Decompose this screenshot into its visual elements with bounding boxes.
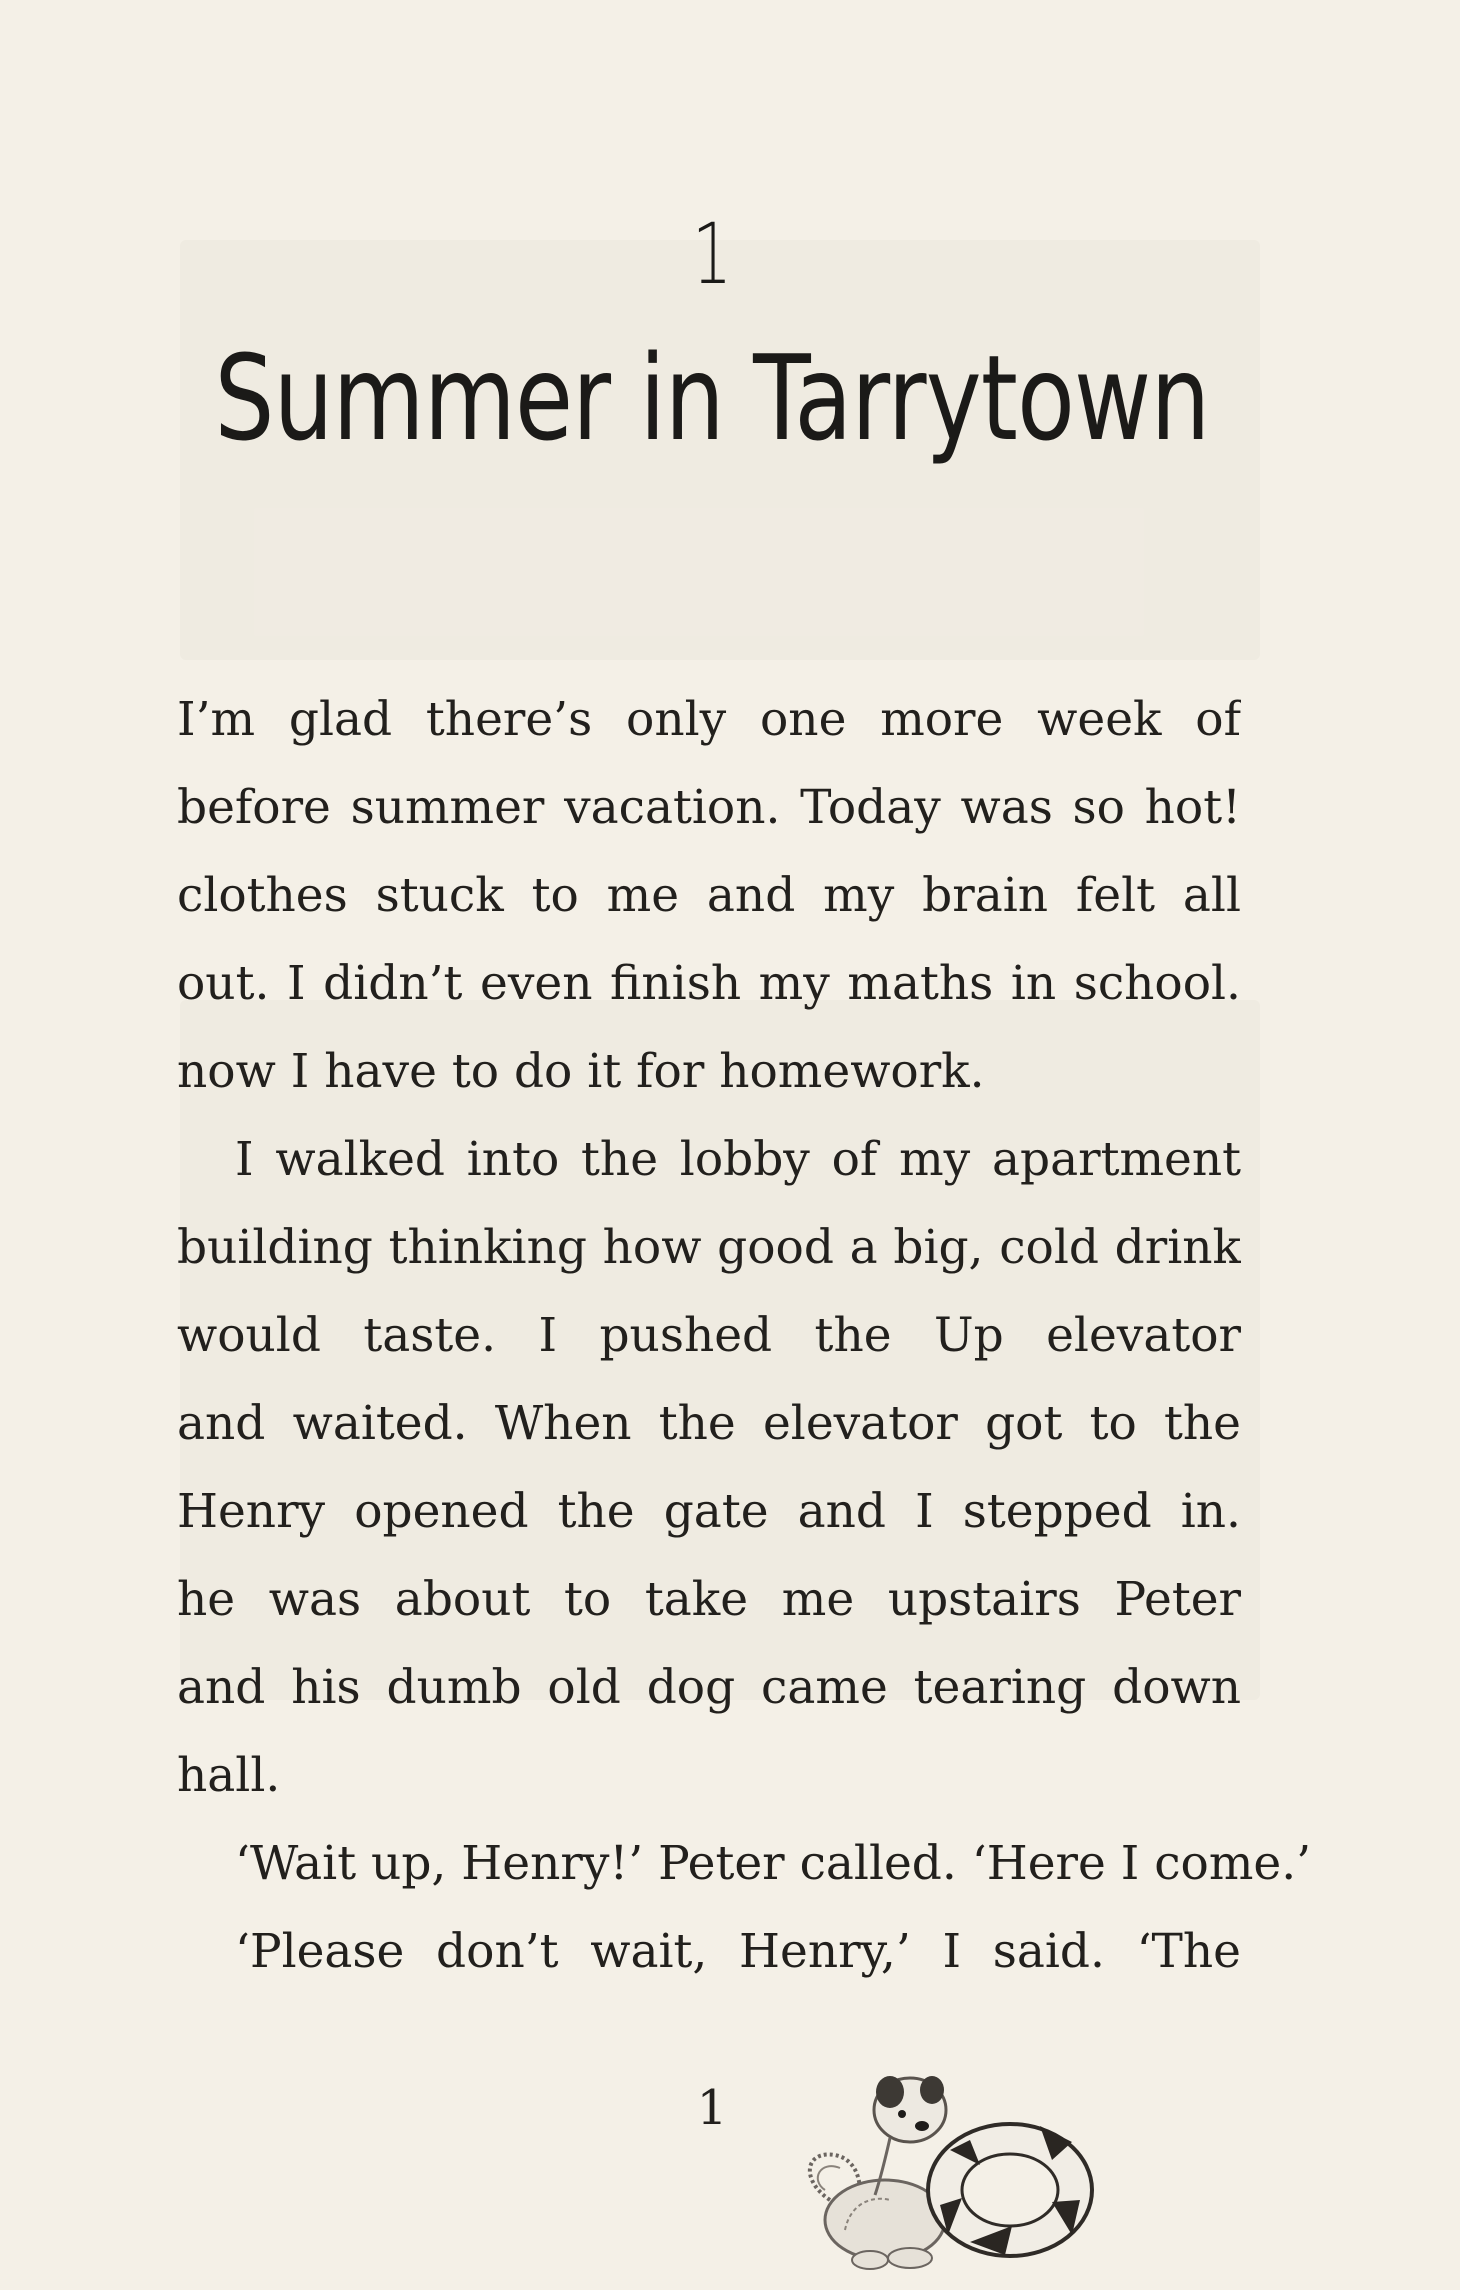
chapter-body-text — [177, 676, 1312, 1996]
body-line: before summer vacation. Today was so hot! — [177, 780, 1241, 835]
body-line: Henry opened the gate and I stepped in. — [177, 1484, 1241, 1539]
chapter-number: 1 — [691, 205, 733, 303]
body-line: building thinking how good a big, cold drink — [177, 1220, 1241, 1275]
body-line: he was about to take me upstairs Peter — [177, 1572, 1241, 1627]
body-line: would taste. I pushed the Up elevator — [177, 1308, 1241, 1363]
body-line: out. I didn’t even finish my maths in school. — [177, 956, 1241, 1011]
body-line: ‘Wait up, Henry!’ Peter called. ‘Here I come.’ — [235, 1836, 1312, 1891]
page-number: 1 — [696, 2080, 728, 2136]
body-line: clothes stuck to me and my brain felt all — [177, 868, 1241, 923]
body-line: and his dumb old dog came tearing down — [177, 1660, 1241, 1715]
body-line: I’m glad there’s only one more week of — [177, 692, 1241, 747]
dog-with-striped-ring-illustration — [790, 2030, 1110, 2280]
body-line: ‘Please don’t wait, Henry,’ I said. ‘The — [235, 1924, 1241, 1979]
chapter-title: Summer in Tarrytown — [214, 329, 1210, 467]
body-line: I walked into the lobby of my apartment — [235, 1132, 1241, 1187]
body-line: now I have to do it for homework. — [177, 1044, 985, 1099]
body-line: and waited. When the elevator got to the — [177, 1396, 1241, 1451]
body-line: hall. — [177, 1748, 281, 1803]
